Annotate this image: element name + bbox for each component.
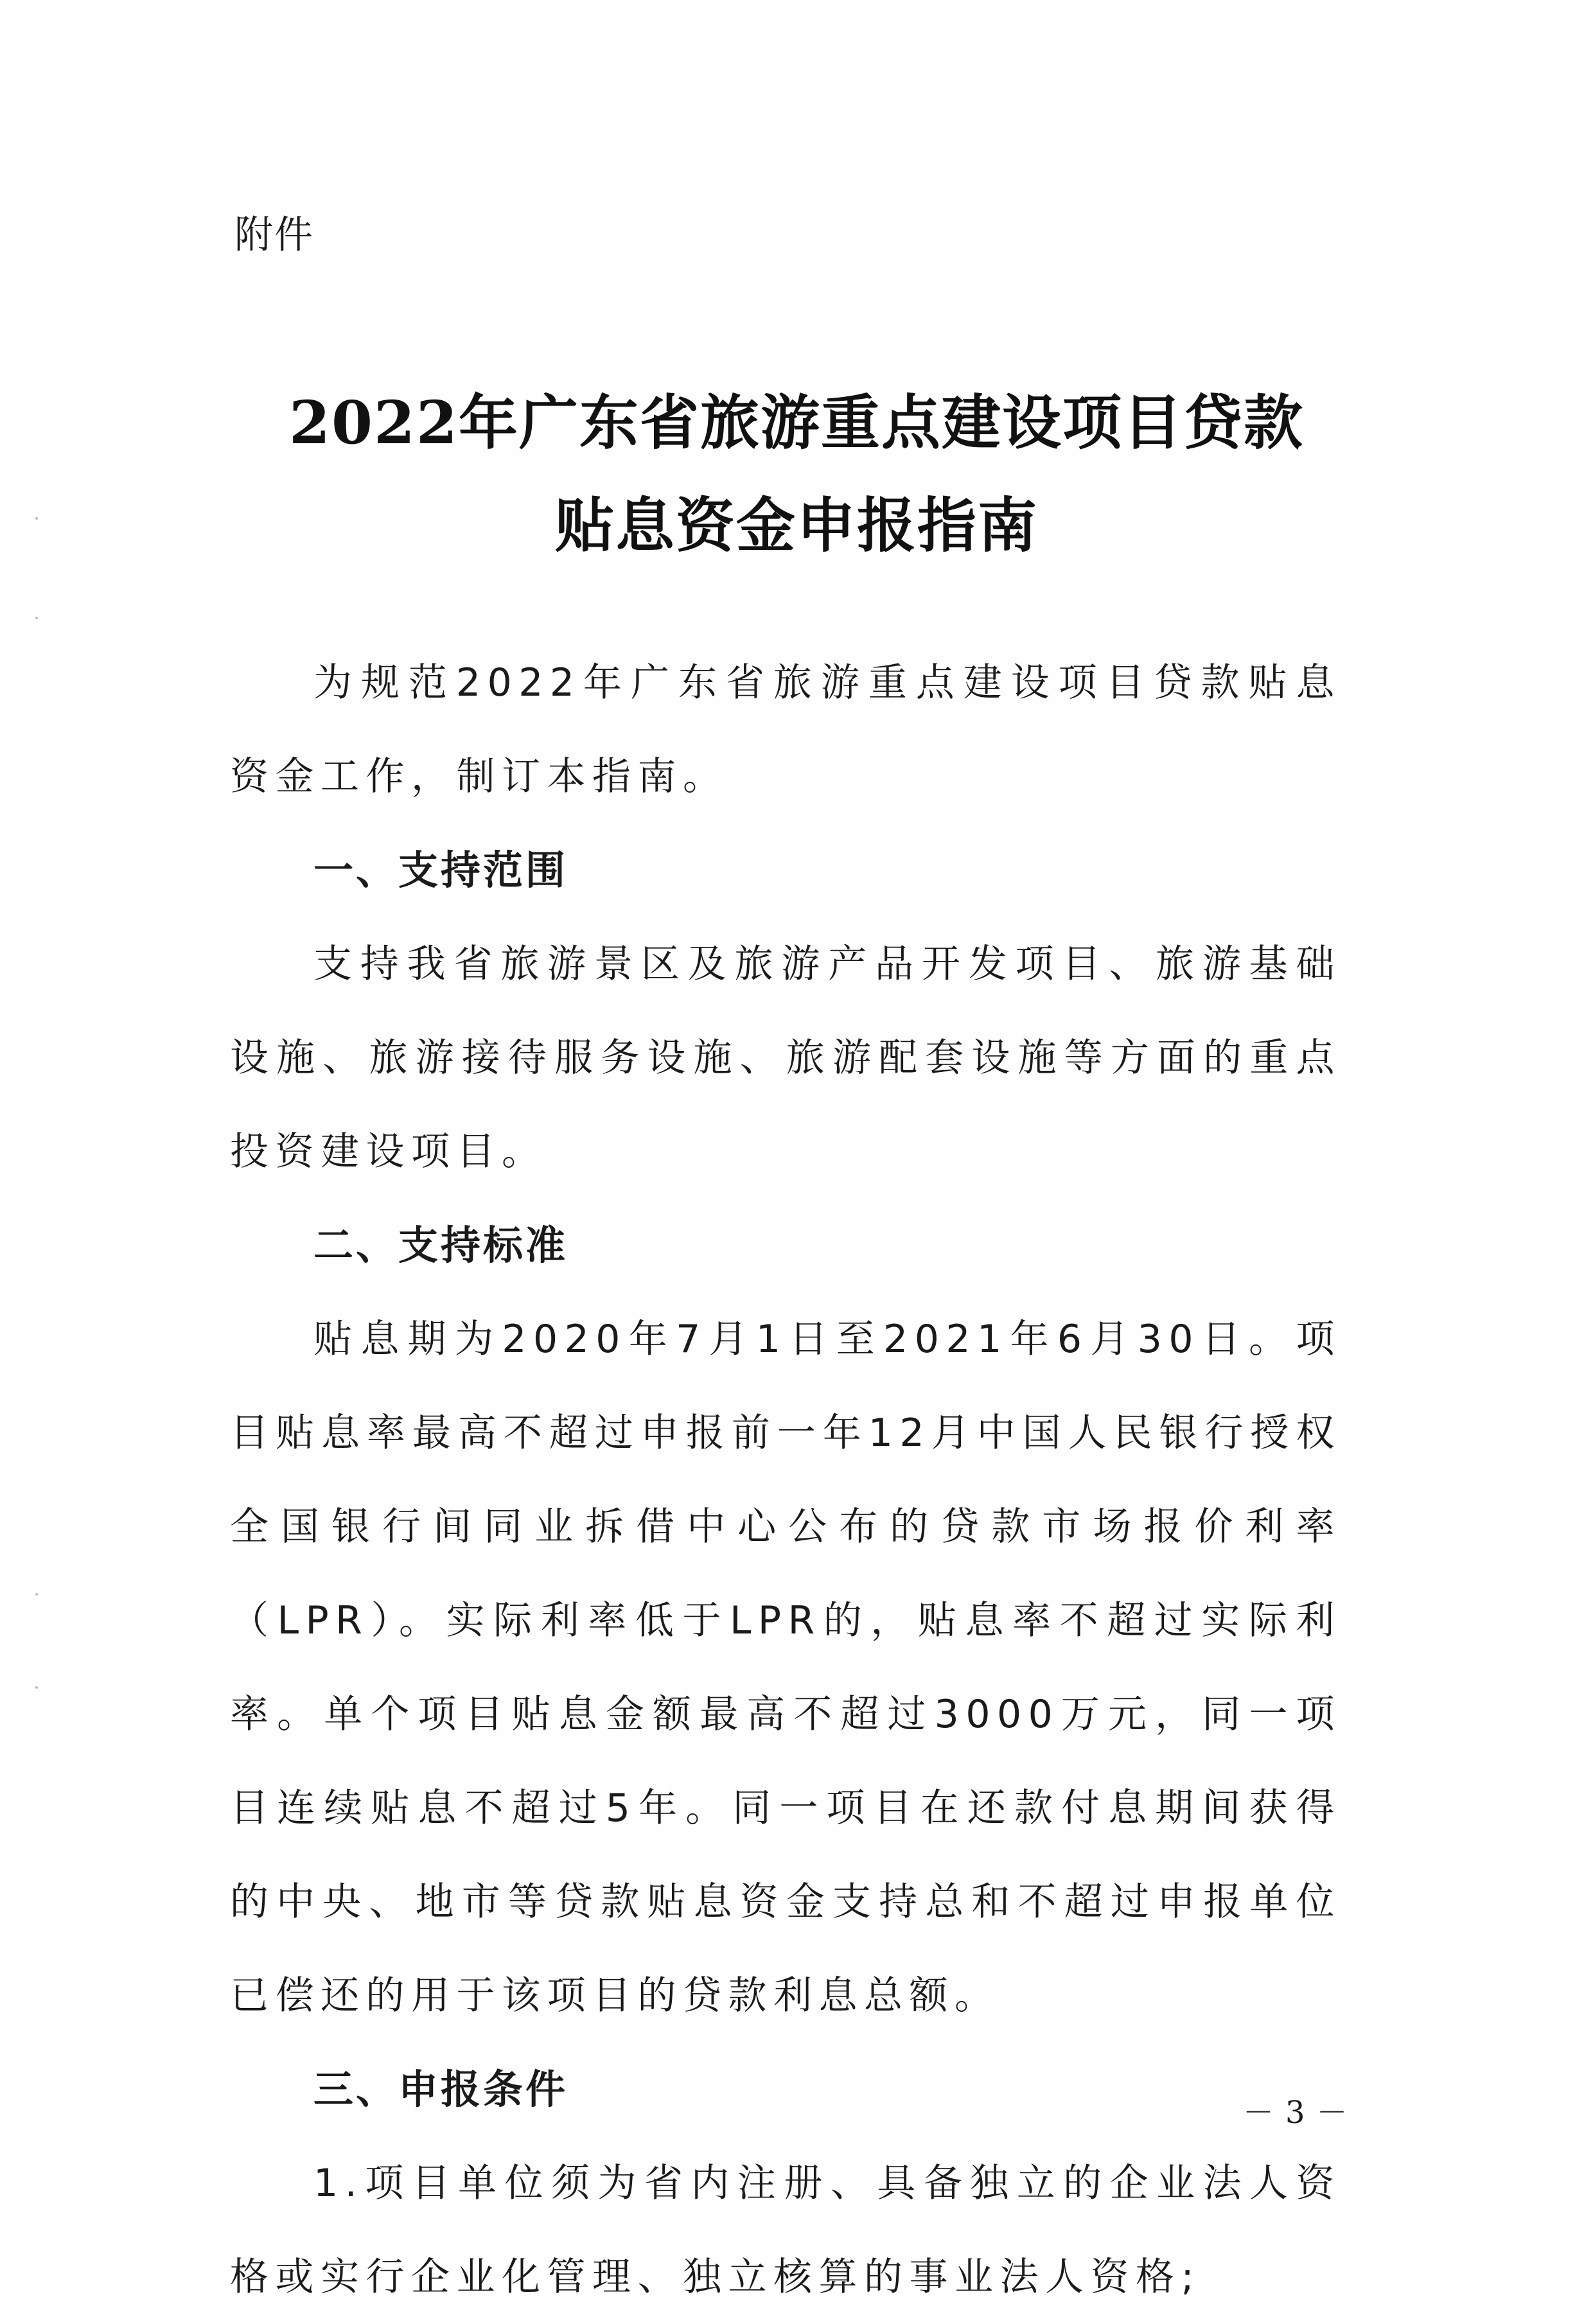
section-paragraph: 支持我省旅游景区及旅游产品开发项目、旅游基础设施、旅游接待服务设施、旅游配套设施等方面的重点投资建设项目。: [230, 942, 1341, 1174]
attachment-label: 附件: [234, 213, 314, 258]
document-title-line-1: 2022年广东省旅游重点建设项目贷款: [288, 388, 1305, 457]
scan-speck: [35, 1686, 38, 1689]
document-body: [230, 636, 1341, 2324]
section-paragraph: 1.项目单位须为省内注册、具备独立的企业法人资格或实行企业化管理、独立核算的事业法人资格;: [230, 2161, 1341, 2300]
intro-paragraph: 为规范2022年广东省旅游重点建设项目贷款贴息资金工作，制订本指南。: [230, 660, 1341, 799]
section-paragraph: 贴息期为2020年7月1日至2021年6月30日。项目贴息率最高不超过申报前一年12月中国人民银行授权全国银行间同业拆借中心公布的贷款市场报价利率（LPR）。实际利率低于LPR的，贴息率不超过实际利率。单个项目贴息金额最高不超过3000万元，同一项目连续贴息不超过5年。同一项目在还款付息期间获得的中央、地市等贷款贴息资金支持总和不超过申报单位已偿还的用于该项目的贷款利息总额。: [230, 1317, 1341, 2018]
section-heading-standard: 二、支持标准: [313, 1222, 568, 1269]
section-heading-conditions: 三、申报条件: [313, 2066, 568, 2113]
section-heading-scope: 一、支持范围: [313, 847, 568, 894]
scan-speck: [35, 617, 38, 619]
document-title-line-2: 贴息资金申报指南: [554, 491, 1038, 560]
page-number: －3－: [1243, 2095, 1359, 2131]
scan-speck: [35, 1593, 38, 1596]
